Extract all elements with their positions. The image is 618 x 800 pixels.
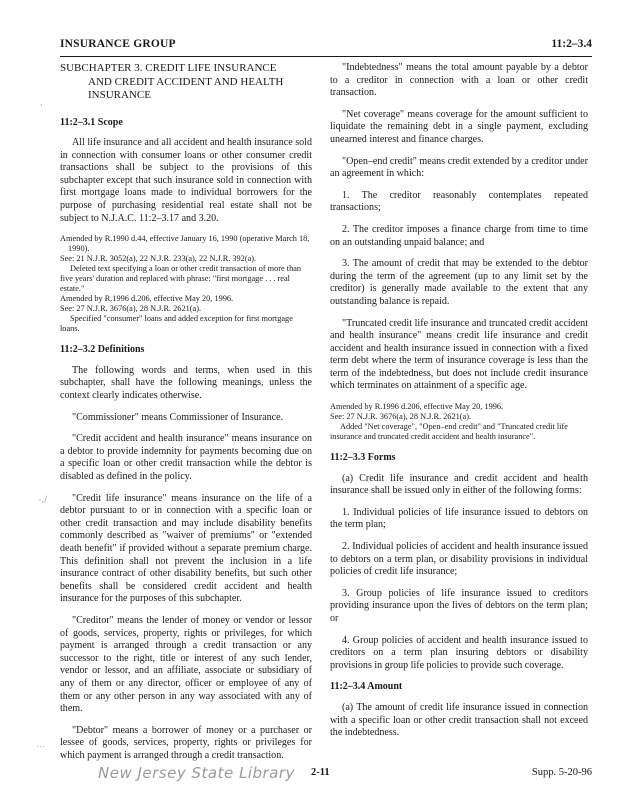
history-note: See: 27 N.J.R. 3676(a), 28 N.J.R. 2621(a). bbox=[60, 304, 202, 314]
section-heading-scope: 11:2–3.1 Scope bbox=[60, 116, 123, 128]
spacer bbox=[330, 442, 588, 452]
history-note: Deleted text specifying a loan or other credit transaction of more than five years' duration and replaced with phrase: "first mortgage . . . real estate." bbox=[60, 264, 302, 294]
amount-paragraph: (a) The amount of credit life insurance issued in connection with a specific loan or other credit transaction shall not exceed the indebtedness. bbox=[330, 701, 588, 739]
section-heading-amount: 11:2–3.4 Amount bbox=[330, 681, 403, 693]
history-note: Amended by R.1996 d.206, effective May 20, 1996. bbox=[330, 402, 504, 412]
scope-paragraph: All life insurance and all accident and health insurance sold in connection with consumer loans or other consumer credit transactions shall be subject to the provisions of this subchapter except that such insurance sold in connection with first mortgage loans made to individual borrowers for the purpose of purchasing residential real estate shall not be subject to N.J.A.C. 11:2–3.17 and 3.20. bbox=[60, 137, 312, 224]
supplement-date: Supp. 5-20-96 bbox=[531, 767, 592, 778]
list-item: 2. Individual policies of accident and health insurance issued to debtors on a term plan, or disability provisions in individual policies of credit life insurance; bbox=[330, 541, 588, 578]
definition-commissioner: "Commissioner" means Commissioner of Insurance. bbox=[72, 411, 284, 423]
history-note: See: 27 N.J.R. 3676(a), 28 N.J.R. 2621(a). bbox=[330, 412, 472, 422]
definitions-intro: The following words and terms, when used in this subchapter, shall have the following meanings, unless the context clearly indicates otherwise. bbox=[60, 364, 312, 402]
chapter-title-line-1: CREDIT LIFE INSURANCE bbox=[145, 62, 277, 74]
right-column bbox=[330, 62, 588, 749]
running-header bbox=[60, 38, 592, 57]
section-heading-definitions: 11:2–3.2 Definitions bbox=[60, 344, 145, 356]
section-heading-forms: 11:2–3.3 Forms bbox=[330, 452, 396, 464]
left-column bbox=[60, 62, 312, 771]
definition-net-coverage: "Net coverage" means coverage for the amount sufficient to liquidate the remaining debt in a single payment, excluding unearned interest and finance charges. bbox=[330, 108, 588, 145]
history-note: See: 21 N.J.R. 3052(a), 22 N.J.R. 233(a), 22 N.J.R. 392(a). bbox=[60, 254, 257, 264]
list-item: 3. The amount of credit that may be extended to the debtor during the term of the agreement (up to any limit set by the creditor) is generally made available to the extent that any outstanding balance is repaid. bbox=[330, 258, 588, 307]
scan-mark: -,/ bbox=[38, 495, 48, 505]
history-note: Added "Net coverage", "Open–end credit" and "Truncated credit life insurance and truncated credit accident and health insurance". bbox=[330, 422, 568, 442]
definition-truncated: "Truncated credit life insurance and truncated credit accident and health insurance" means credit life insurance and credit accident and health insurance issued in connection with a fixed term debt where the term of insurance coverage is less than the term of the indebtedness, but does not include credit insurance which terminates on attainment of a specific age. bbox=[330, 317, 588, 392]
definition-indebtedness: "Indebtedness" means the total amount payable by a debtor to a creditor in connection with a loan or other credit transaction. bbox=[330, 62, 588, 99]
history-note: Specified "consumer" loans and added exception for first mortgage loans. bbox=[60, 314, 293, 334]
definition-debtor: "Debtor" means a borrower of money or a purchaser or lessee of goods, services, property, rights or privileges for which payment is arranged through a credit transaction. bbox=[60, 724, 312, 761]
list-item: 1. Individual policies of life insurance issued to debtors on the term plan; bbox=[330, 506, 588, 531]
list-item: 3. Group policies of life insurance issued to creditors providing insurance upon the lives of debtors on the term plan; or bbox=[330, 587, 588, 624]
definition-open-end-credit: "Open–end credit" means credit extended by a creditor under an agreement in which: bbox=[330, 155, 588, 180]
library-watermark: New Jersey State Library bbox=[98, 764, 295, 782]
header-title: INSURANCE GROUP bbox=[60, 38, 176, 50]
scan-mark: … bbox=[36, 740, 45, 750]
chapter-number: SUBCHAPTER 3. bbox=[60, 62, 143, 74]
history-note: Amended by R.1996 d.206, effective May 20, 1996. bbox=[60, 294, 234, 304]
page-number: 2-11 bbox=[311, 767, 330, 778]
definition-credit-life: "Credit life insurance" means insurance on the life of a debtor pursuant to or in connection with a specific loan or other credit transaction and may include disability benefits commonly described as "waiver of premiums" or "extended death benefit" if provided without a separate premium charge. This definition shall not prevent the inclusion in a life insurance contract of other disability benefits, but such other benefits shall be considered credit accident and health insurance for the purposes of this subchapter. bbox=[60, 492, 312, 605]
chapter-title-line-2: AND CREDIT ACCIDENT AND HEALTH bbox=[88, 75, 284, 88]
list-item: 4. Group policies of accident and health insurance issued to creditors on a term plan insuring debtors or disability provisions in group life policies to provide such coverage. bbox=[330, 634, 588, 671]
chapter-title-line-3: INSURANCE bbox=[88, 89, 151, 101]
header-section-number: 11:2–3.4 bbox=[551, 38, 592, 50]
spacer bbox=[60, 334, 312, 344]
definition-credit-accident-health: "Credit accident and health insurance" means insurance on a debtor to provide indemnity for payments becoming due on a specific loan or other credit transaction while the debtor is disabled as defined in the policy. bbox=[60, 433, 312, 482]
list-item: 1. The creditor reasonably contemplates repeated transactions; bbox=[330, 189, 588, 214]
list-item: 2. The creditor imposes a finance charge from time to time on an outstanding unpaid balance; and bbox=[330, 223, 588, 248]
definition-creditor: "Creditor" means the lender of money or vendor or lessor of goods, services, property, rights or privileges, for which payment is arranged through a credit transaction or any successor to the right, title or interest of any such lender, vendor or lessor, and an affiliate, associate or subsidiary of any of them or any director, officer or employee of any of them or any other person in any way associated with any of them. bbox=[60, 614, 312, 715]
chapter-heading bbox=[60, 62, 312, 103]
scan-mark: , bbox=[40, 98, 43, 108]
forms-intro: (a) Credit life insurance and credit accident and health insurance shall be issued only in either of the following forms: bbox=[330, 472, 588, 497]
history-note: Amended by R.1990 d.44, effective January 16, 1990 (operative March 18, 1990). bbox=[60, 234, 310, 254]
